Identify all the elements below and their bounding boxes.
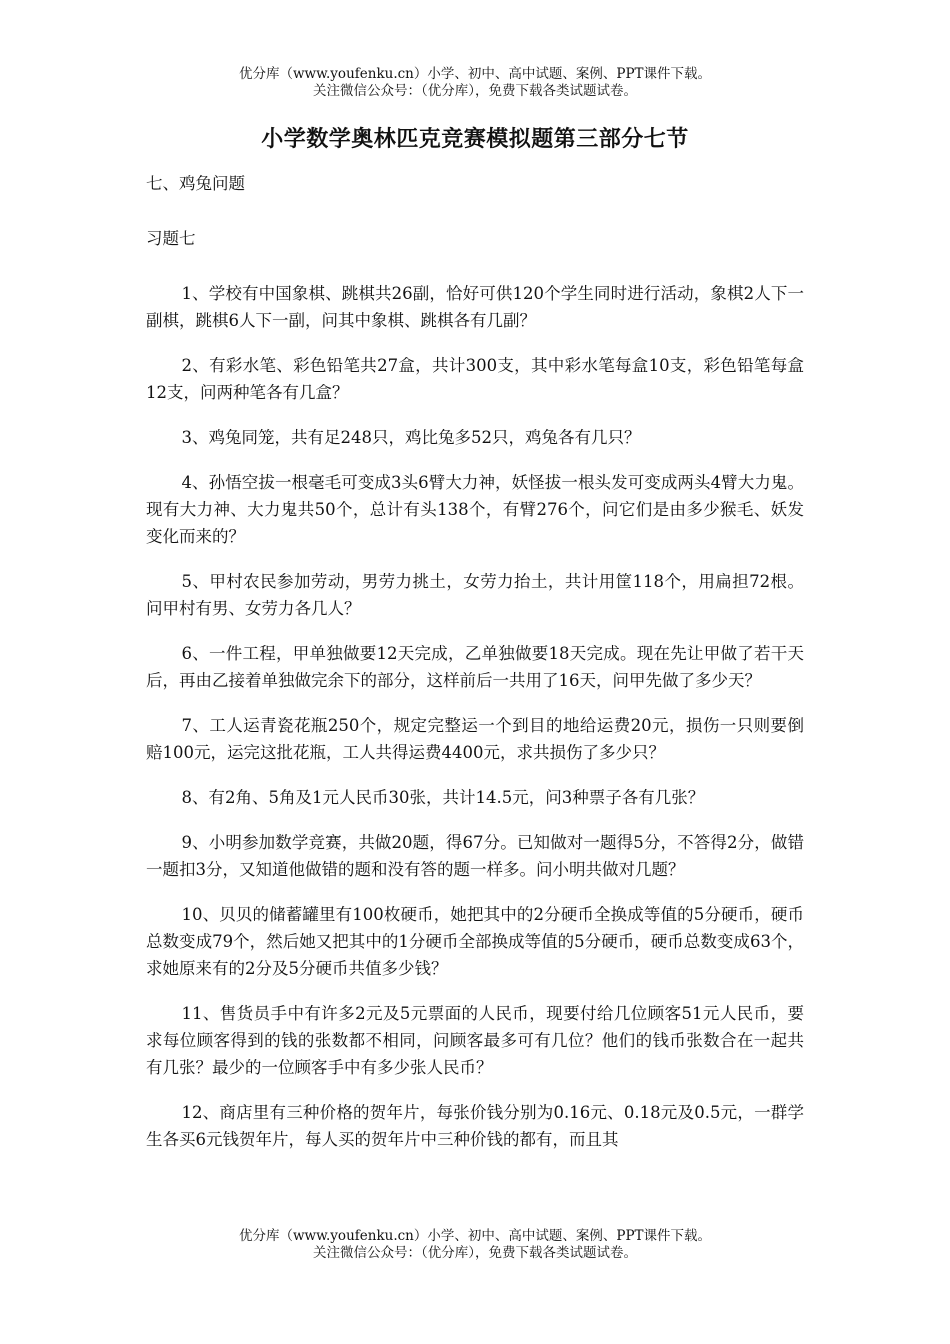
problem-8: 8、有2角、5角及1元人民币30张，共计14.5元，问3种票子各有几张？ (181, 788, 705, 807)
document-title: 小学数学奥林匹克竞赛模拟题第三部分七节 (261, 127, 689, 152)
problem-7: 7、工人运青瓷花瓶250个，规定完整运一个到目的地给运费20元，损伤一只则要倒赔100元，运完这批花瓶，工人共得运费4400元，求共损伤了多少只？ (146, 716, 804, 762)
page-header (0, 66, 950, 100)
problem-2: 2、有彩水笔、彩色铅笔共27盒，共计300支，其中彩水笔每盒10支，彩色铅笔每盒12支，问两种笔各有几盒？ (146, 356, 804, 402)
document-body (146, 170, 804, 1171)
problem-10: 10、贝贝的储蓄罐里有100枚硬币，她把其中的2分硬币全换成等值的5分硬币，硬币总数变成79个，然后她又把其中的1分硬币全部换成等值的5分硬币，硬币总数变成63个，求她原来有的2分及5分硬币共值多少钱？ (146, 905, 804, 978)
section-heading: 七、鸡兔问题 (146, 174, 245, 193)
problem-3: 3、鸡兔同笼，共有足248只，鸡比兔多52只，鸡兔各有几只？ (181, 428, 641, 447)
problem-6: 6、一件工程，甲单独做要12天完成，乙单独做要18天完成。现在先让甲做了若干天后，再由乙接着单独做完余下的部分，这样前后一共用了16天，问甲先做了多少天？ (146, 644, 804, 690)
header-wechat-line: 关注微信公众号：（优分库），免费下载各类试题试卷。 (313, 83, 637, 99)
header-site-line: 优分库（www.youfenku.cn）小学、初中、高中试题、案例、PPT课件下载。 (238, 66, 712, 82)
problem-11: 11、售货员手中有许多2元及5元票面的人民币，现要付给几位顾客51元人民币，要求每位顾客得到的钱的张数都不相同，问顾客最多可有几位？他们的钱币张数合在一起共有几张？最少的一位顾客手中有多少张人民币？ (146, 1004, 804, 1077)
problem-4: 4、孙悟空拔一根毫毛可变成3头6臂大力神，妖怪拔一根头发可变成两头4臂大力鬼。现有大力神、大力鬼共50个，总计有头138个，有臂276个，问它们是由多少猴毛、妖发变化而来的？ (146, 473, 804, 546)
page-footer (0, 1228, 950, 1262)
problem-5: 5、甲村农民参加劳动，男劳力挑土，女劳力抬土，共计用筐118个，用扁担72根。问甲村有男、女劳力各几人？ (146, 572, 804, 618)
problem-9: 9、小明参加数学竞赛，共做20题，得67分。已知做对一题得5分，不答得2分，做错一题扣3分，又知道他做错的题和没有答的题一样多。问小明共做对几题？ (146, 833, 804, 879)
footer-site-line: 优分库（www.youfenku.cn）小学、初中、高中试题、案例、PPT课件下载。 (238, 1228, 712, 1244)
problem-1: 1、学校有中国象棋、跳棋共26副，恰好可供120个学生同时进行活动，象棋2人下一副棋，跳棋6人下一副，问其中象棋、跳棋各有几副？ (146, 284, 804, 330)
footer-wechat-line: 关注微信公众号：（优分库），免费下载各类试题试卷。 (313, 1245, 637, 1261)
problem-12: 12、商店里有三种价格的贺年片，每张价钱分别为0.16元、0.18元及0.5元，一群学生各买6元钱贺年片，每人买的贺年片中三种价钱的都有，而且其 (146, 1103, 804, 1149)
exercise-heading: 习题七 (146, 229, 196, 248)
